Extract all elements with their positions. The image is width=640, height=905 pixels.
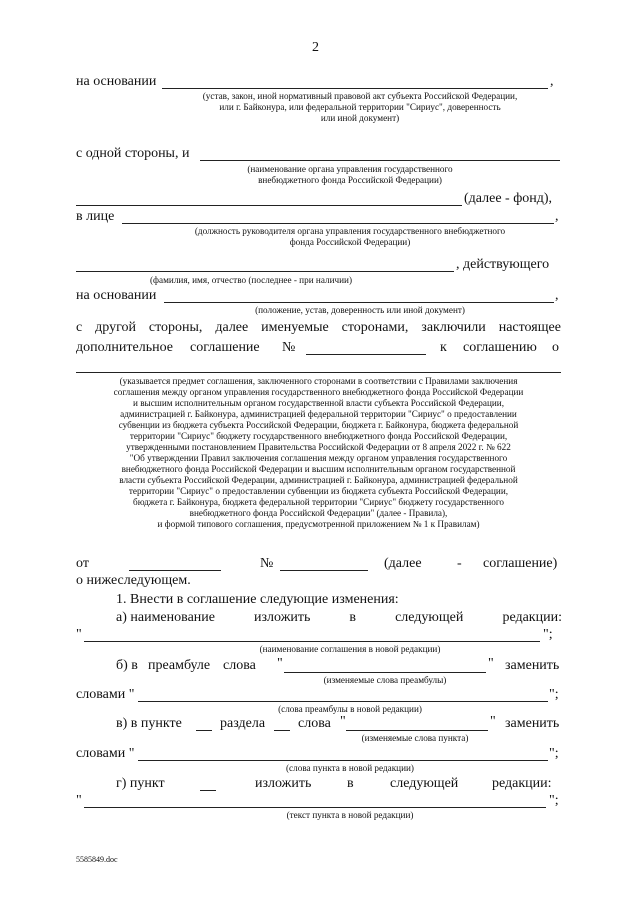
agreement-number-field[interactable]	[306, 354, 426, 355]
basis-field[interactable]	[162, 88, 548, 89]
c-label: в) в пункте	[116, 716, 182, 731]
intro-number-sign: №	[282, 340, 296, 355]
intro-line-1: с другой стороны, далее именуемые сторонами, заключили настоящее	[76, 320, 561, 335]
c-hint1: (изменяемые слова пункта)	[361, 733, 469, 743]
basis2-label: на основании	[76, 288, 157, 303]
fund-body-field-2[interactable]	[76, 205, 462, 206]
b-old-words-field[interactable]	[284, 672, 486, 673]
a-name-field[interactable]	[84, 641, 540, 642]
c-section-field[interactable]	[274, 730, 290, 731]
dash-label: -	[457, 556, 462, 571]
c-new-words-field[interactable]	[138, 760, 548, 761]
g-point-field[interactable]	[200, 790, 216, 791]
fund-body-field[interactable]	[200, 160, 560, 161]
intro-word-agreement-to: соглашению	[463, 340, 537, 355]
c-close: ";	[549, 746, 559, 761]
footer-filename: 5585849.doc	[76, 855, 118, 864]
person-label: в лице	[76, 209, 115, 224]
g-close-quote: ";	[549, 793, 559, 808]
b-hint1: (изменяемые слова преамбулы)	[323, 675, 447, 685]
fio-hint: (фамилия, имя, отчество (последнее - при наличии)	[150, 275, 352, 285]
following-text: о нижеследующем.	[76, 573, 191, 588]
basis2-hint: (положение, устав, доверенность или иной документ)	[255, 305, 465, 315]
b-open-quote: "	[277, 656, 283, 671]
acting-text: , действующего	[456, 257, 550, 272]
c-words: слова	[298, 716, 331, 731]
b-words-label: словами "	[76, 687, 135, 702]
intro-word-about: о	[552, 340, 559, 355]
g-hint: (текст пункта в новой редакции)	[286, 810, 414, 820]
basis-label: на основании	[76, 74, 157, 89]
basis-hint: (устав, закон, иной нормативный правовой акт субъекта Российской Федерации, или г. Байконура, или федеральной территории "Сириус", доверенность или иной документ)	[202, 91, 518, 123]
date-field[interactable]	[129, 570, 221, 571]
g-edition: редакции:	[492, 776, 552, 791]
b-preamble: преамбуле	[148, 658, 211, 673]
b-close-quote: "	[488, 656, 494, 671]
subject-hint: (указывается предмет соглашения, заключенного сторонами в соответствии с Правилами заключения соглашения между органом управления государственного внебюджетного фонда Российской Федерации и высшим исполнительным органом государственной власти субъекта Российской Федерации, администрацией г. Байконура, администрацией федеральной территории "Сириус" о предоставлении субвенции из бюджета субъекта Российской Федерации, бюджета г. Байконура, бюджета федеральной территории "Сириус" бюджету государственного внебюджетного фонда Российской Федерации, утвержденными постановлением Правительства Российской Федерации от 8 апреля 2022 г. № 622 "Об утверждении Правил заключения соглашения между органом управления государственного внебюджетного фонда Российской Федерации и высшим исполнительным органом государственной власти субъекта Российской Федерации, администрацией г. Байконура, администрацией федеральной территории "Сириус" о предоставлении субвенции из бюджета субъекта Российской Федерации, бюджета г. Байконура, бюджета федеральной территории "Сириус" бюджету государственного внебюджетного фонда Российской Федерации" (далее - Правила), и формой типового соглашения, предусмотренной приложением № 1 к Правилам)	[113, 376, 524, 529]
basis2-field[interactable]	[164, 302, 554, 303]
g-label: г) пункт	[116, 776, 165, 791]
g-following: следующей	[390, 776, 459, 791]
person-comma: ,	[555, 209, 559, 224]
basis-comma: ,	[550, 74, 554, 89]
b-replace: заменить	[505, 658, 560, 673]
fio-field[interactable]	[76, 271, 454, 272]
a-line: а) наименование изложить в следующей редакции:	[116, 610, 562, 625]
item1-text: 1. Внести в соглашение следующие изменения:	[116, 592, 399, 607]
b-words: слова	[223, 658, 256, 673]
c-close-quote: "	[490, 714, 496, 729]
agreement-label: соглашение)	[483, 556, 558, 571]
g-in: в	[347, 776, 354, 791]
agreement-subject-field[interactable]	[76, 372, 561, 373]
intro-word-additional: дополнительное	[76, 340, 173, 355]
a-close-quote: ";	[543, 627, 553, 642]
fund-suffix: (далее - фонд),	[464, 191, 553, 206]
side1-label: с одной стороны, и	[76, 146, 190, 161]
from-label: от	[76, 556, 89, 571]
a-hint: (наименование соглашения в новой редакции)	[259, 644, 441, 654]
b-close: ";	[549, 687, 559, 702]
number-sign: №	[260, 556, 274, 571]
g-text-field[interactable]	[84, 807, 546, 808]
c-section: раздела	[220, 716, 266, 731]
page-number: 2	[312, 40, 319, 55]
c-hint2: (слова пункта в новой редакции)	[286, 763, 414, 773]
c-words-label: словами "	[76, 746, 135, 761]
a-open-quote: "	[76, 627, 82, 642]
fund-body-hint: (наименование органа управления государственного внебюджетного фонда Российской Федерации)	[247, 164, 453, 185]
g-set-out: изложить	[255, 776, 312, 791]
c-open-quote: "	[340, 714, 346, 729]
b-label: б) в	[116, 658, 138, 673]
basis2-comma: ,	[555, 288, 559, 303]
c-old-words-field[interactable]	[346, 730, 488, 731]
person-hint: (должность руководителя органа управления государственного внебюджетного фонда Российской Федерации)	[194, 226, 506, 247]
person-position-field[interactable]	[122, 223, 554, 224]
number-field[interactable]	[280, 570, 368, 571]
g-open-quote: "	[76, 793, 82, 808]
b-hint2: (слова преамбулы в новой редакции)	[278, 704, 422, 714]
c-replace: заменить	[505, 716, 560, 731]
b-new-words-field[interactable]	[138, 701, 548, 702]
intro-word-to: к	[440, 340, 447, 355]
c-point-field[interactable]	[196, 730, 212, 731]
intro-word-agreement: соглашение	[190, 340, 260, 355]
later-label: (далее	[384, 556, 422, 571]
